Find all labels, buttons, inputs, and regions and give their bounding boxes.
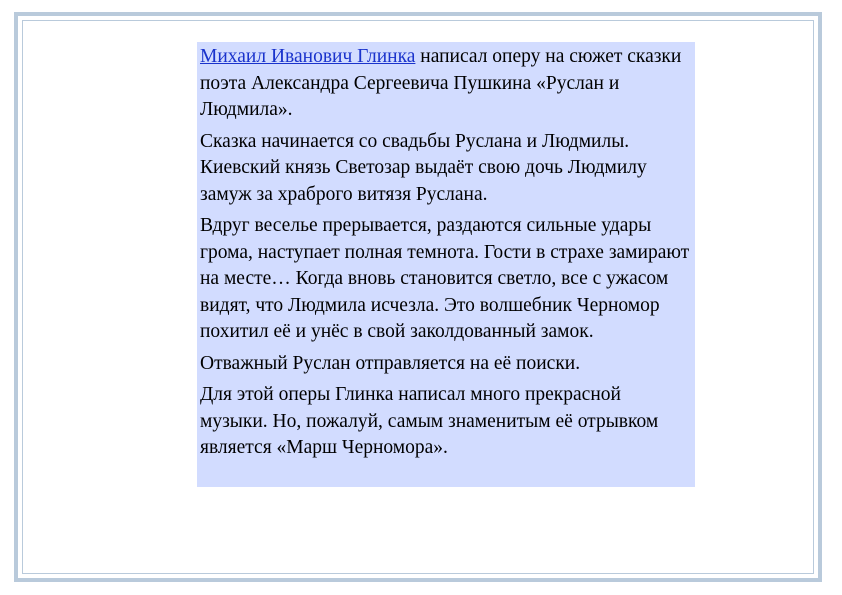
paragraph-search: Отважный Руслан отправляется на её поиски.: [200, 352, 581, 374]
paragraph-wedding: Сказка начинается со свадьбы Руслана и Людмилы. Киевский князь Светозар выдаёт свою дочь Людмилу замуж за храброго витязя Руслана.: [200, 130, 647, 205]
paragraph-intro: [200, 44, 692, 124]
composer-link[interactable]: Михаил Иванович Глинка: [200, 46, 416, 67]
story-text-block: [197, 42, 695, 487]
paragraph-intro-text: написал оперу на сюжет сказки поэта Александра Сергеевича Пушкина «Руслан и Людмила».: [200, 46, 682, 120]
paragraph-abduction: Вдруг веселье прерывается, раздаются сильные удары грома, наступает полная темнота. Гости в страхе замирают на месте… Когда вновь становится светло, все с ужасом видят, что Людмила исчезла. Это волшебник Черномор похитил её и унёс в свой заколдованный замок.: [200, 215, 690, 342]
paragraph-march: Для этой оперы Глинка написал много прекрасной музыки. Но, пожалуй, самым знаменитым её отрывком является «Марш Черномора».: [200, 384, 659, 458]
